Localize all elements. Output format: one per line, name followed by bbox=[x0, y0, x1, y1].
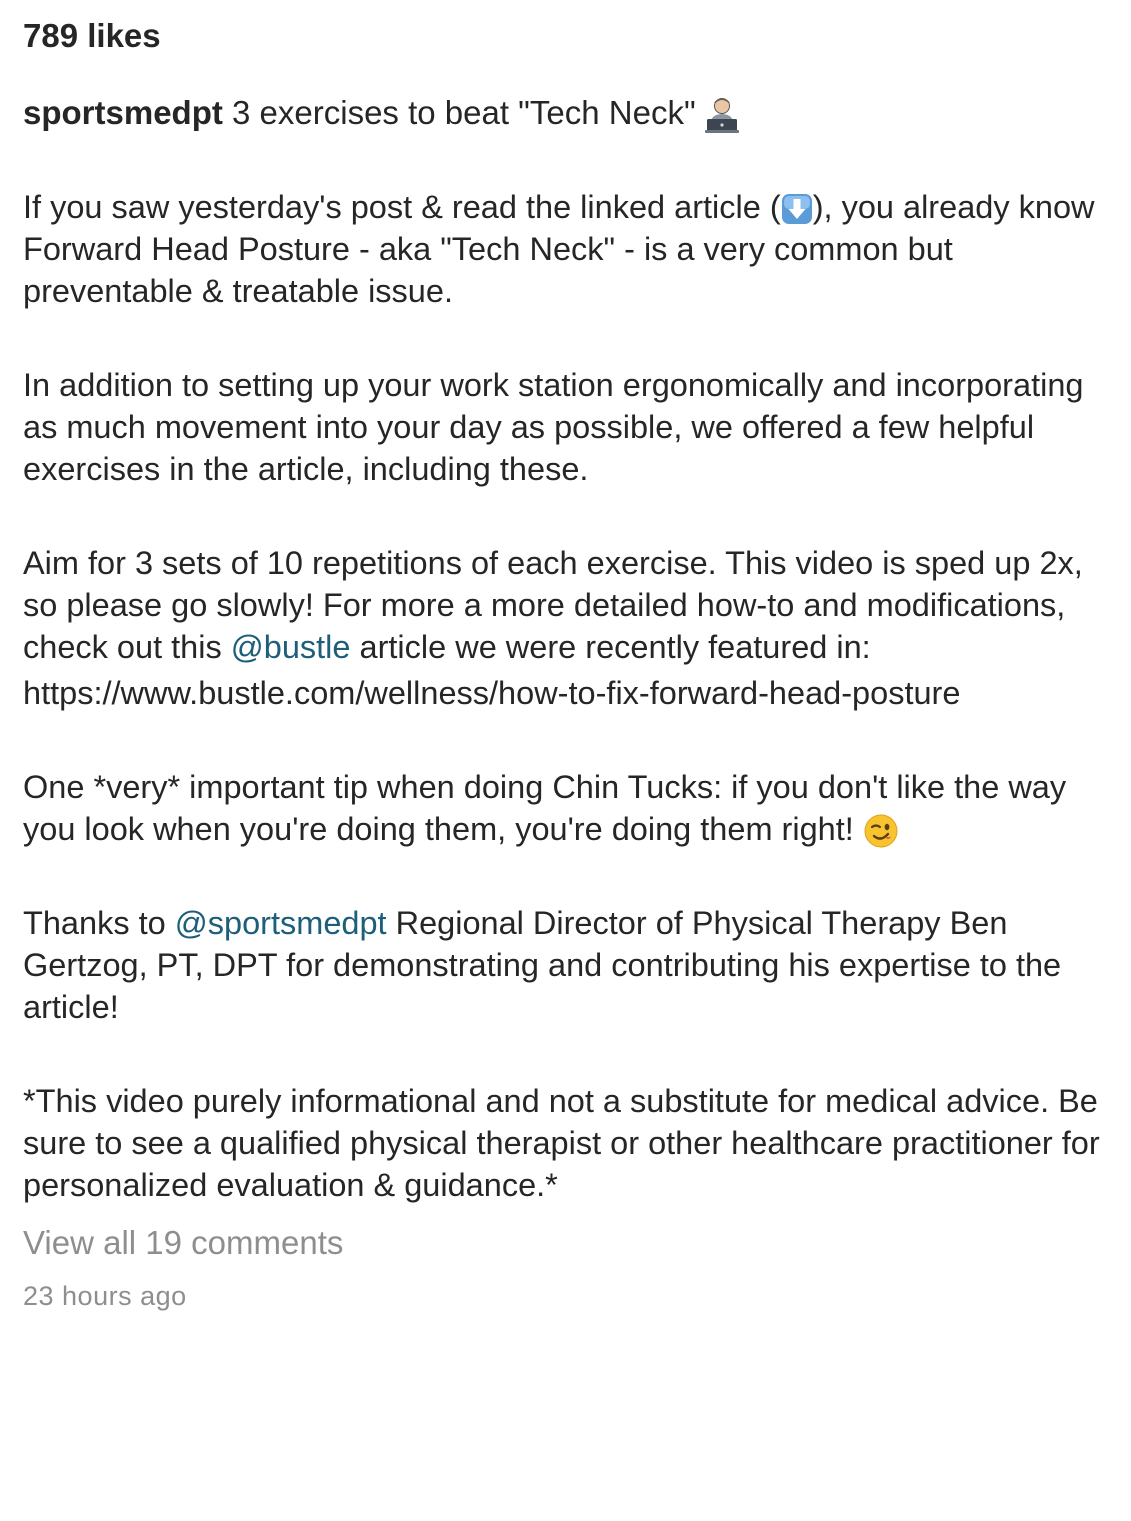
view-all-comments-link[interactable]: View all 19 comments bbox=[23, 1224, 344, 1261]
article-url-link[interactable]: https://www.bustle.com/wellness/how-to-fix-forward-head-posture bbox=[23, 675, 961, 711]
caption-paragraph-1 bbox=[23, 186, 1107, 312]
caption-paragraph-3 bbox=[23, 542, 1107, 668]
caption-text: Aim for 3 sets of 10 repetitions of each exercise. This video is sped up 2x, so please go slowly! For more a more detailed how-to and modifications, check out this bbox=[23, 545, 1083, 665]
caption-headline bbox=[23, 92, 1107, 134]
likes-count[interactable]: 789 likes bbox=[23, 17, 161, 54]
caption-paragraph-2: In addition to setting up your work station ergonomically and incorporating as much movement into your day as possible, we offered a few helpful exercises in the article, including these. bbox=[23, 367, 1084, 487]
caption-text: Thanks to bbox=[23, 905, 175, 941]
caption-paragraph-6: *This video purely informational and not a substitute for medical advice. Be sure to see a qualified physical therapist or other healthcare practitioner for personalized evaluation & guidance.* bbox=[23, 1083, 1100, 1203]
caption-paragraph-5 bbox=[23, 902, 1107, 1028]
article-url bbox=[23, 672, 1107, 714]
mention-link-sportsmedpt[interactable]: @sportsmedpt bbox=[174, 905, 387, 941]
username-link[interactable]: sportsmedpt bbox=[23, 94, 223, 131]
post-timestamp: 23 hours ago bbox=[23, 1281, 187, 1311]
person-at-laptop-emoji bbox=[705, 97, 739, 133]
winking-face-emoji bbox=[863, 813, 899, 849]
mention-link-bustle[interactable]: @bustle bbox=[230, 629, 351, 665]
caption-paragraph-4 bbox=[23, 766, 1107, 850]
caption-text: If you saw yesterday's post & read the linked article ( bbox=[23, 189, 781, 225]
caption-text: ), you already know Forward Head Posture - aka "Tech Neck" - is a very common but preventable & treatable issue. bbox=[23, 189, 1095, 309]
down-arrow-emoji bbox=[781, 193, 813, 225]
caption-headline-text: 3 exercises to beat "Tech Neck" bbox=[222, 94, 705, 131]
caption-text: One *very* important tip when doing Chin Tucks: if you don't like the way you look when you're doing them, you're doing them right! bbox=[23, 769, 1067, 847]
caption-text: article we were recently featured in: bbox=[350, 629, 871, 665]
caption-text: Regional Director of Physical Therapy Ben Gertzog, PT, DPT for demonstrating and contributing his expertise to the article! bbox=[23, 905, 1062, 1025]
